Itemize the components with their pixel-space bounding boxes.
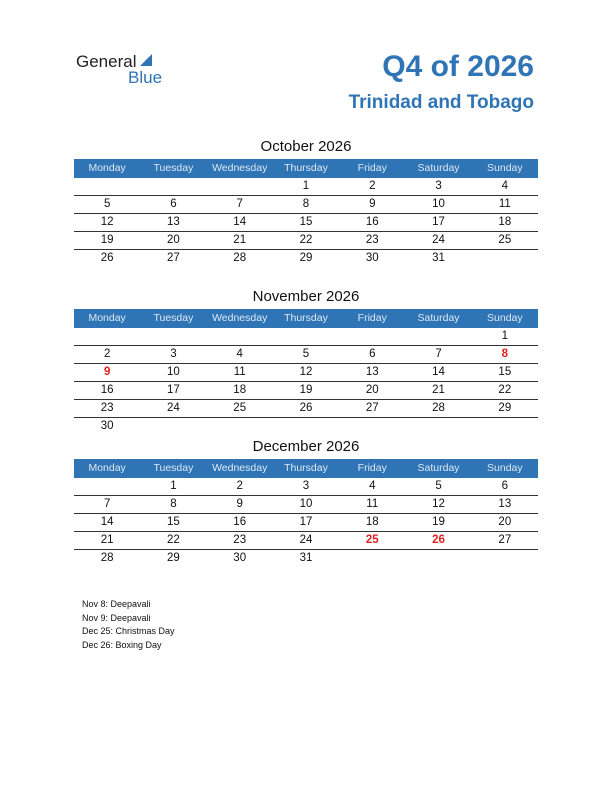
week-row xyxy=(74,550,538,567)
day-cell: 26 xyxy=(299,402,313,414)
day-cell: 2 xyxy=(369,180,376,192)
day-cell: 16 xyxy=(365,216,379,228)
month-calendar-november xyxy=(74,287,538,435)
empty-day-cell xyxy=(140,328,206,345)
empty-day-cell xyxy=(472,418,538,435)
day-cell: 31 xyxy=(432,252,445,264)
page-title: Q4 of 2026 xyxy=(382,50,534,83)
day-cell: 27 xyxy=(498,534,512,546)
week-row xyxy=(74,514,538,532)
day-cell: 14 xyxy=(233,216,247,228)
empty-day-cell xyxy=(140,178,206,195)
weekday-label: Wednesday xyxy=(212,162,268,174)
empty-day-cell xyxy=(74,478,140,495)
day-cell: 2 xyxy=(103,348,111,360)
weekday-label: Sunday xyxy=(487,162,523,174)
day-cell: 13 xyxy=(365,366,379,378)
day-cell: 9 xyxy=(369,198,376,210)
day-cell: 16 xyxy=(233,516,247,528)
day-cell: 11 xyxy=(366,498,379,510)
weekday-label: Friday xyxy=(357,162,387,174)
empty-day-cell xyxy=(207,418,273,435)
day-cell: 20 xyxy=(498,516,512,528)
empty-day-cell xyxy=(140,418,206,435)
day-cell: 17 xyxy=(167,384,180,396)
day-cell: 6 xyxy=(501,480,509,492)
day-cell: 29 xyxy=(299,252,313,264)
week-row xyxy=(74,478,538,496)
week-row xyxy=(74,250,538,267)
week-row xyxy=(74,328,538,346)
weekday-label: Sunday xyxy=(487,312,523,324)
day-cell: 4 xyxy=(501,180,509,192)
week-row xyxy=(74,364,538,382)
week-row xyxy=(74,532,538,550)
day-cell: 23 xyxy=(365,234,379,246)
day-cell: 11 xyxy=(233,366,246,378)
day-cell: 26 xyxy=(100,252,114,264)
day-cell: 18 xyxy=(365,516,379,528)
empty-day-cell xyxy=(472,250,538,267)
day-cell: 20 xyxy=(365,384,379,396)
day-cell: 15 xyxy=(299,216,313,228)
day-cell: 17 xyxy=(299,516,313,528)
day-cell: 9 xyxy=(236,498,243,510)
day-cell: 28 xyxy=(233,252,247,264)
weekday-label: Monday xyxy=(88,312,126,324)
day-cell: 31 xyxy=(299,552,313,564)
day-cell: 1 xyxy=(501,330,509,342)
month-title: November 2026 xyxy=(252,288,360,305)
day-cell: 6 xyxy=(170,198,177,210)
holiday-note: Nov 9: Deepavali xyxy=(82,612,151,623)
empty-day-cell xyxy=(207,328,273,345)
day-cell: 16 xyxy=(100,384,114,396)
day-cell: 18 xyxy=(498,216,512,228)
week-row xyxy=(74,232,538,250)
weekday-label: Thursday xyxy=(284,162,328,174)
weekday-label: Saturday xyxy=(417,462,460,474)
day-cell: 17 xyxy=(432,216,445,228)
weekday-label: Monday xyxy=(88,162,126,174)
weekday-label: Monday xyxy=(88,462,126,474)
day-cell: 30 xyxy=(100,420,114,432)
weekday-label: Tuesday xyxy=(153,162,194,174)
day-cell: 1 xyxy=(302,180,310,192)
weekday-label: Wednesday xyxy=(212,462,268,474)
day-cell: 9 xyxy=(103,366,111,378)
week-row xyxy=(74,496,538,514)
week-row xyxy=(74,178,538,196)
month-calendar-december xyxy=(74,437,538,567)
day-cell: 3 xyxy=(302,480,310,492)
weekday-label: Sunday xyxy=(487,462,523,474)
day-cell: 21 xyxy=(233,234,247,246)
day-cell: 15 xyxy=(498,366,512,378)
holiday-note: Nov 8: Deepavali xyxy=(82,599,151,609)
day-cell: 8 xyxy=(501,348,509,360)
day-cell: 19 xyxy=(100,234,114,246)
logo-text-general: General xyxy=(76,52,137,71)
day-cell: 5 xyxy=(435,480,442,492)
week-row xyxy=(74,196,538,214)
week-row xyxy=(74,400,538,418)
day-cell: 8 xyxy=(302,198,310,210)
week-row xyxy=(74,418,538,435)
weekday-label: Thursday xyxy=(284,312,328,324)
weekday-label: Tuesday xyxy=(153,312,194,324)
empty-day-cell xyxy=(339,418,405,435)
day-cell: 19 xyxy=(299,384,313,396)
day-cell: 6 xyxy=(369,348,376,360)
empty-day-cell xyxy=(339,550,405,567)
month-title: December 2026 xyxy=(252,438,360,455)
day-cell: 21 xyxy=(100,534,114,546)
empty-day-cell xyxy=(207,178,273,195)
day-cell: 13 xyxy=(167,216,180,228)
logo-triangle-icon xyxy=(140,54,152,66)
logo-text-blue: Blue xyxy=(128,68,163,87)
weekday-label: Friday xyxy=(357,462,387,474)
day-cell: 28 xyxy=(432,402,445,414)
day-cell: 7 xyxy=(236,198,243,210)
weekday-label: Thursday xyxy=(284,462,328,474)
day-cell: 2 xyxy=(236,480,243,492)
day-cell: 28 xyxy=(100,552,114,564)
day-cell: 14 xyxy=(432,366,445,378)
day-cell: 10 xyxy=(299,498,313,510)
day-cell: 23 xyxy=(100,402,114,414)
empty-day-cell xyxy=(273,328,339,345)
day-cell: 22 xyxy=(299,234,313,246)
day-cell: 22 xyxy=(167,534,180,546)
day-cell: 11 xyxy=(498,198,511,210)
day-cell: 25 xyxy=(233,402,247,414)
weekday-header xyxy=(74,159,538,178)
day-cell: 25 xyxy=(498,234,512,246)
weekday-header xyxy=(74,309,538,328)
day-cell: 7 xyxy=(103,498,111,510)
day-cell: 22 xyxy=(498,384,512,396)
empty-day-cell xyxy=(472,550,538,567)
month-title: October 2026 xyxy=(260,138,352,155)
day-cell: 25 xyxy=(365,534,379,546)
day-cell: 30 xyxy=(233,552,247,564)
holiday-notes xyxy=(82,598,175,652)
empty-day-cell xyxy=(74,178,140,195)
holiday-note: Dec 26: Boxing Day xyxy=(82,639,162,650)
day-cell: 3 xyxy=(170,348,177,360)
empty-day-cell xyxy=(405,550,471,567)
day-cell: 27 xyxy=(167,252,180,264)
day-cell: 10 xyxy=(167,366,180,378)
day-cell: 7 xyxy=(435,348,442,360)
day-cell: 4 xyxy=(369,480,376,492)
holiday-note: Dec 25: Christmas Day xyxy=(82,626,175,636)
weekday-label: Saturday xyxy=(417,312,460,324)
day-cell: 13 xyxy=(498,498,512,510)
week-row xyxy=(74,214,538,232)
week-row xyxy=(74,382,538,400)
day-cell: 15 xyxy=(167,516,180,528)
weekday-label: Wednesday xyxy=(212,312,268,324)
page-subtitle: Trinidad and Tobago xyxy=(348,92,534,113)
week-row xyxy=(74,346,538,364)
day-cell: 24 xyxy=(167,402,180,414)
weekday-header xyxy=(74,459,538,478)
empty-day-cell xyxy=(405,418,471,435)
day-cell: 12 xyxy=(432,498,445,510)
empty-day-cell xyxy=(339,328,405,345)
day-cell: 3 xyxy=(435,180,442,192)
day-cell: 29 xyxy=(167,552,180,564)
day-cell: 27 xyxy=(365,402,379,414)
weekday-label: Saturday xyxy=(417,162,460,174)
weekday-label: Friday xyxy=(357,312,387,324)
day-cell: 12 xyxy=(100,216,114,228)
empty-day-cell xyxy=(273,418,339,435)
day-cell: 30 xyxy=(365,252,379,264)
weekday-label: Tuesday xyxy=(153,462,194,474)
day-cell: 8 xyxy=(170,498,177,510)
day-cell: 24 xyxy=(299,534,313,546)
day-cell: 5 xyxy=(302,348,310,360)
day-cell: 26 xyxy=(432,534,445,546)
day-cell: 21 xyxy=(432,384,445,396)
day-cell: 14 xyxy=(100,516,114,528)
month-calendar-october xyxy=(74,137,538,267)
day-cell: 12 xyxy=(299,366,313,378)
day-cell: 10 xyxy=(432,198,445,210)
day-cell: 5 xyxy=(103,198,111,210)
day-cell: 20 xyxy=(167,234,180,246)
day-cell: 23 xyxy=(233,534,247,546)
day-cell: 18 xyxy=(233,384,247,396)
empty-day-cell xyxy=(74,328,140,345)
day-cell: 29 xyxy=(498,402,512,414)
day-cell: 1 xyxy=(170,480,177,492)
day-cell: 19 xyxy=(432,516,445,528)
empty-day-cell xyxy=(405,328,471,345)
day-cell: 4 xyxy=(236,348,243,360)
day-cell: 24 xyxy=(432,234,445,246)
